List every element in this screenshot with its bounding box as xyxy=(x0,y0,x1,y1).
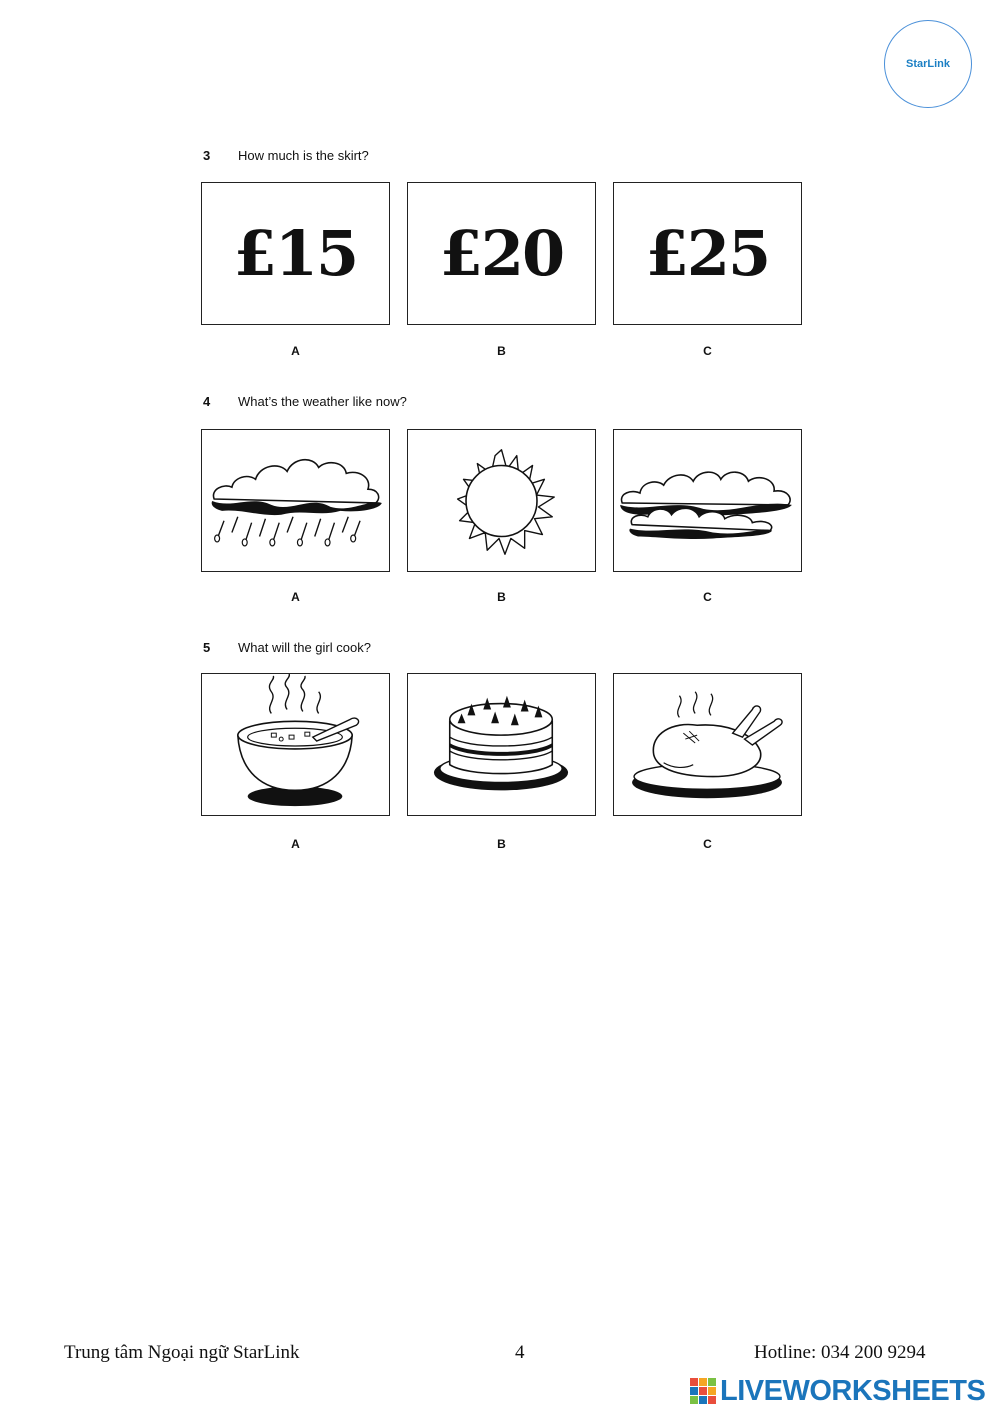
price-label: £20 xyxy=(439,217,564,290)
question-5-heading xyxy=(203,640,371,655)
question-text: What’s the weather like now? xyxy=(238,394,407,409)
option-letter: B xyxy=(497,590,506,604)
option-letter: B xyxy=(497,837,506,851)
question-3-option-c[interactable] xyxy=(613,182,802,325)
footer-center-name: Trung tâm Ngoại ngữ StarLink xyxy=(64,1342,300,1363)
logo-text: StarLink xyxy=(905,58,950,70)
liveworksheets-logo-icon xyxy=(690,1378,716,1404)
liveworksheets-watermark[interactable] xyxy=(690,1374,985,1408)
question-5-option-a[interactable] xyxy=(201,673,390,816)
question-5-option-b[interactable] xyxy=(407,673,596,816)
cake-icon xyxy=(408,674,595,815)
price-label: £25 xyxy=(645,217,770,290)
option-letter: C xyxy=(703,837,712,851)
question-4-option-c[interactable] xyxy=(613,429,802,572)
question-3-heading xyxy=(203,148,369,163)
soup-bowl-icon xyxy=(202,674,389,815)
option-letter: B xyxy=(497,344,506,358)
question-3-option-b[interactable] xyxy=(407,182,596,325)
option-letter: C xyxy=(703,590,712,604)
question-number: 5 xyxy=(203,640,211,655)
question-text: What will the girl cook? xyxy=(238,640,371,655)
question-4-option-a[interactable] xyxy=(201,429,390,572)
question-number: 4 xyxy=(203,394,211,409)
question-4-option-b[interactable] xyxy=(407,429,596,572)
starlink-logo xyxy=(884,20,972,108)
liveworksheets-text: LIVEWORKSHEETS xyxy=(720,1374,986,1407)
option-letter: A xyxy=(291,344,300,358)
option-letter: A xyxy=(291,590,300,604)
footer-page-number: 4 xyxy=(515,1342,525,1363)
question-5-option-c[interactable] xyxy=(613,673,802,816)
question-number: 3 xyxy=(203,148,211,163)
question-4-heading xyxy=(203,394,407,409)
price-label: £15 xyxy=(233,217,358,290)
question-3-option-a[interactable] xyxy=(201,182,390,325)
clouds-icon xyxy=(614,430,801,571)
footer-hotline: Hotline: 034 200 9294 xyxy=(754,1342,926,1363)
rain-cloud-icon xyxy=(202,430,389,571)
sun-icon xyxy=(408,430,595,571)
option-letter: C xyxy=(703,344,712,358)
question-text: How much is the skirt? xyxy=(238,148,369,163)
option-letter: A xyxy=(291,837,300,851)
roast-chicken-icon xyxy=(614,674,801,815)
